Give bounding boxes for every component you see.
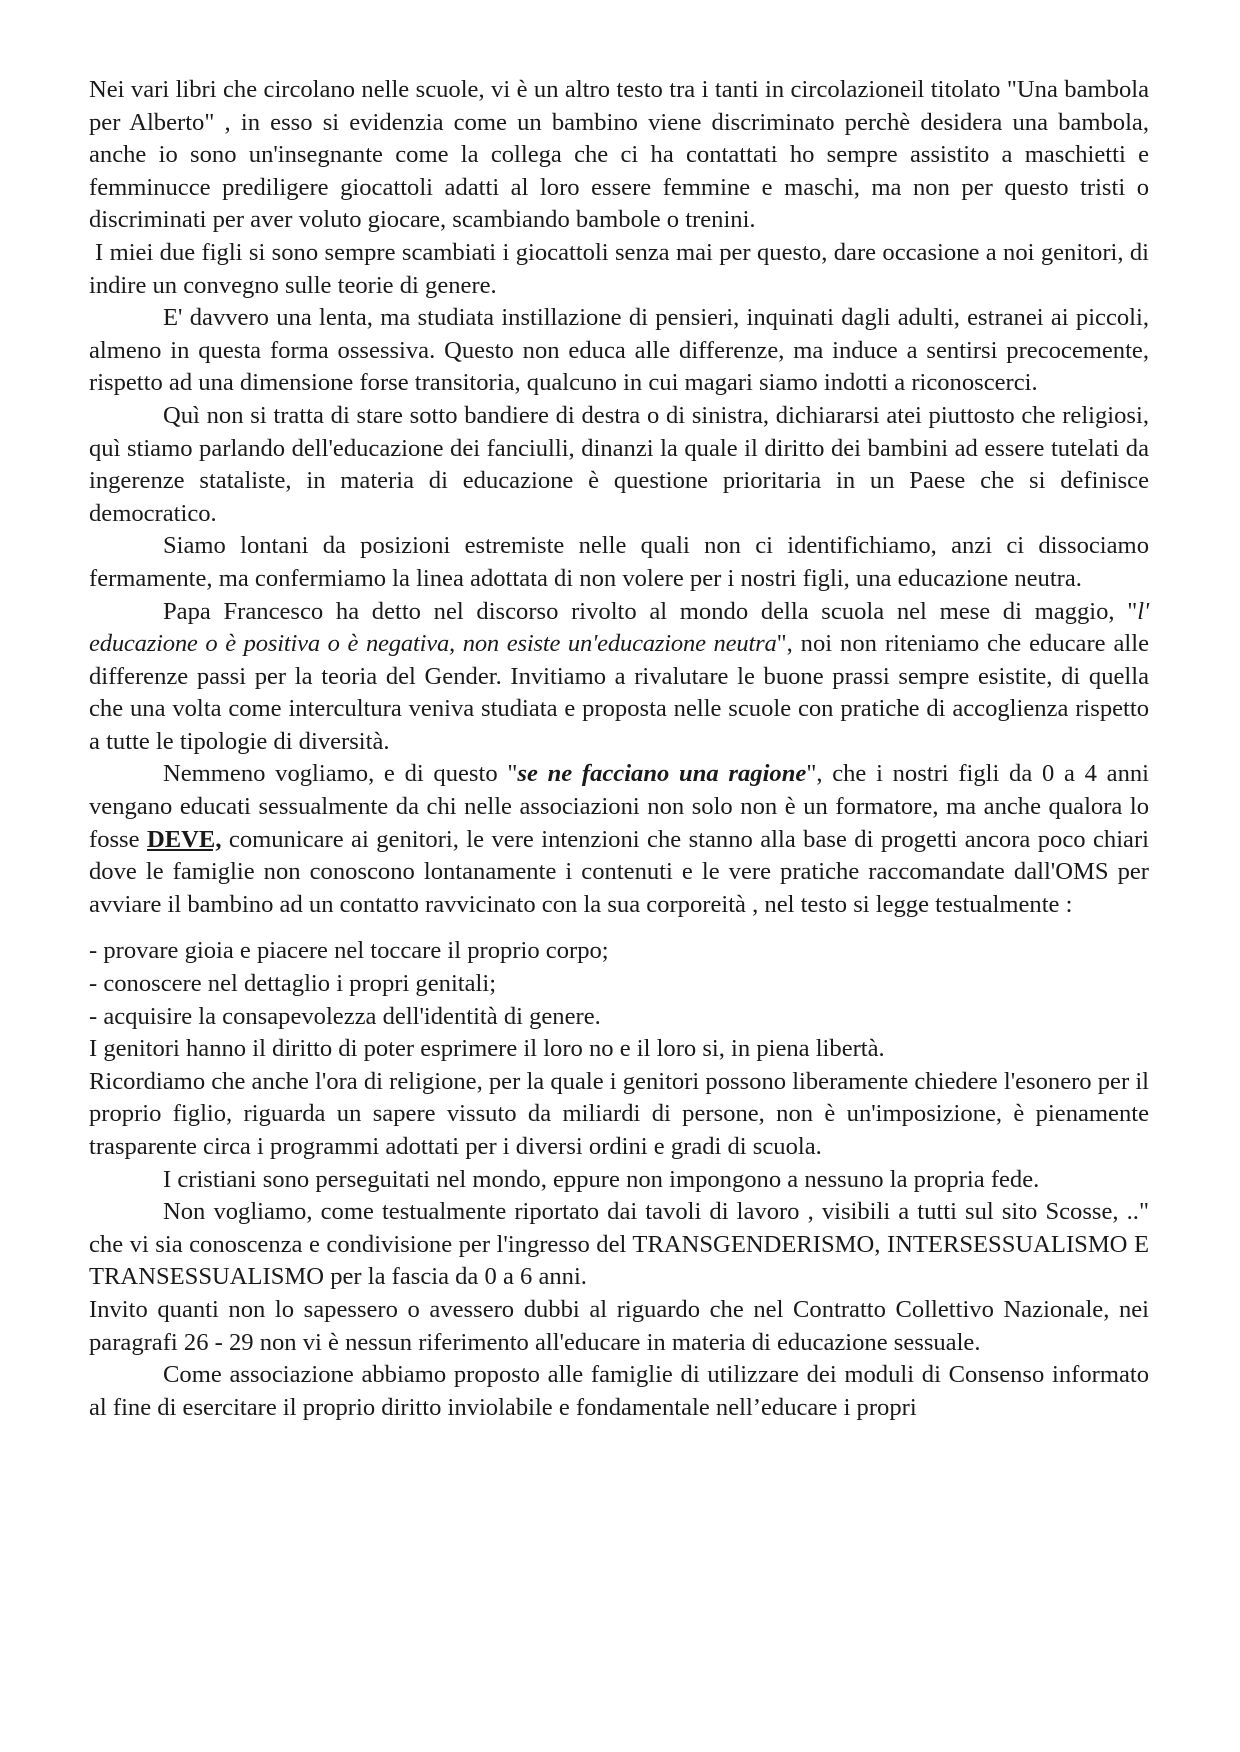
list-item-gioia-piacere: - provare gioia e piacere nel toccare il proprio corpo;: [89, 937, 609, 965]
paragraph-contratto-collettivo: Invito quanti non lo sapessero o avessero dubbi al riguardo che nel Contratto Collettivo Nazionale, nei paragrafi 26 - 29 non vi è nessun riferimento all'educare in materia di educazione sessuale.: [89, 1295, 1149, 1356]
paragraph-instillazione-pensieri: E' davvero una lenta, ma studiata instillazione di pensieri, inquinati dagli adulti, estranei ai piccoli, almeno in questa forma ossessiva. Questo non educa alle differenze, ma induce a sentirsi precocemente, rispetto ad una dimensione forse transitoria, qualcuno in cui magari siamo indotti a riconoscerci.: [89, 304, 1149, 397]
nemmeno-vogliamo-intro: Nemmeno vogliamo, e di questo ": [163, 760, 518, 788]
papa-francesco-intro: Papa Francesco ha detto nel discorso rivolto al mondo della scuola nel mese di maggio, ": [163, 597, 1138, 625]
deve-emphasis: DEVE,: [146, 825, 222, 853]
papa-francesco-quote: l' educazione o è positiva o è negativa, non esiste un'educazione neutra: [89, 597, 1149, 658]
paragraph-bambola-per-alberto: Nei vari libri che circolano nelle scuole, vi è un altro testo tra i tanti in circolazioneil titolato "Una bambola per Alberto" , in esso si evidenzia come un bambino viene discriminato perchè desidera una bambola, anche io sono un'insegnante come la collega che ci ha contattati ho sempre assistito a maschietti e femminucce prediligere giocattoli adatti al loro essere femmine e maschi, ma non per questo tristi o discriminati per aver voluto giocare, scambiando bambole o trenini.: [89, 76, 1149, 234]
paragraph-diritto-genitori: I genitori hanno il diritto di poter esprimere il loro no e il loro si, in piena libertà.: [89, 1035, 885, 1063]
paragraph-cristiani-perseguitati: I cristiani sono perseguitati nel mondo, eppure non impongono a nessuno la propria fede.: [163, 1165, 1040, 1193]
nemmeno-vogliamo-middle: ", che i nostri figli da 0 a 4 anni vengano educati sessualmente da chi nelle associazioni non solo non è un formatore, ma anche qualora lo fosse: [89, 760, 1150, 853]
paragraph-consenso-informato: Come associazione abbiamo proposto alle famiglie di utilizzare dei moduli di Consenso informato al fine di esercitare il proprio diritto inviolabile e fondamentale nell’educare i propri: [89, 1361, 1149, 1421]
paragraph-miei-due-figli: I miei due figli si sono sempre scambiati i giocattoli senza mai per questo, dare occasione a noi genitori, di indire un convegno sulle teorie di genere.: [89, 238, 1149, 299]
paragraph-tavoli-lavoro: Non vogliamo, come testualmente riportato dai tavoli di lavoro , visibili a tutti sul sito Scosse, .." che vi sia conoscenza e condivisione per l'ingresso del TRANSGENDERISMO, INTERSESSUALISMO E TRANSESSUALISMO per la fascia da 0 a 6 anni.: [89, 1198, 1149, 1291]
nemmeno-vogliamo-rest: comunicare ai genitori, le vere intenzioni che stanno alla base di progetti ancora poco chiari dove le famiglie non conoscono lontanamente i contenuti e le vere pratiche raccomandate dall'OMS per avviare il bambino ad un contatto ravvicinato con la sua corporeità , nel testo si legge testualmente :: [89, 825, 1149, 918]
se-ne-facciano-una-ragione: se ne facciano una ragione: [517, 760, 807, 788]
paragraph-papa-francesco: [89, 596, 1149, 759]
paragraph-ora-religione: Ricordiamo che anche l'ora di religione, per la quale i genitori possono liberamente chiedere l'esonero per il proprio figlio, riguarda un sapere vissuto da miliardi di persone, non è un'imposizione, è pienamente trasparente circa i programmi adottati per i diversi ordini e gradi di scuola.: [89, 1067, 1149, 1160]
paragraph-educazione-fanciulli: Quì non si tratta di stare sotto bandiere di destra o di sinistra, dichiararsi atei piuttosto che religiosi, quì stiamo parlando dell'educazione dei fanciulli, dinanzi la quale il diritto dei bambini ad essere tutelati da ingerenze stataliste, in materia di educazione è questione prioritaria in un Paese che si definisce democratico.: [89, 401, 1149, 527]
list-item-genitali: - conoscere nel dettaglio i propri genitali;: [89, 970, 497, 998]
papa-francesco-rest: ", noi non riteniamo che educare alle differenze passi per la teoria del Gender. Invitiamo a rivalutare le buone prassi sempre esistite, di quella che una volta come intercultura veniva studiata e proposta nelle scuole con pratiche di accoglienza rispetto a tutte le tipologie di diversità.: [89, 630, 1149, 755]
list-item-identita-genere: - acquisire la consapevolezza dell'identità di genere.: [89, 1002, 601, 1030]
paragraph-posizioni-estremiste: Siamo lontani da posizioni estremiste nelle quali non ci identifichiamo, anzi ci dissociamo fermamente, ma confermiamo la linea adottata di non volere per i nostri figli, una educazione neutra.: [89, 532, 1149, 592]
paragraph-nemmeno-vogliamo: [89, 758, 1149, 921]
